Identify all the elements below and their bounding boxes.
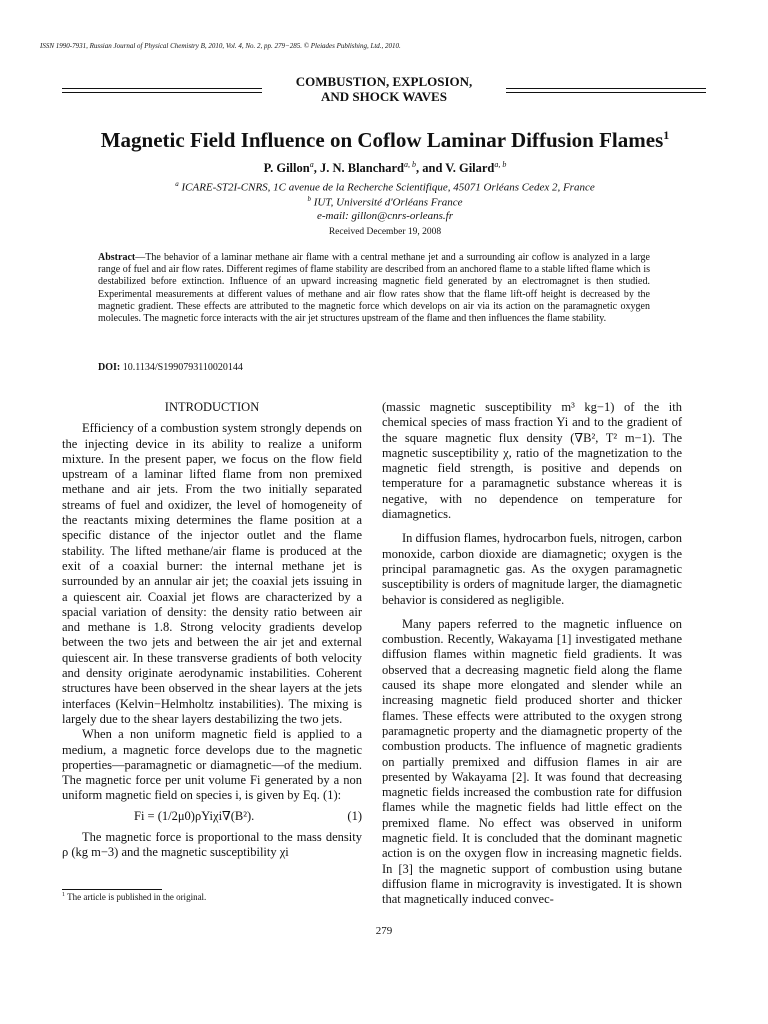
paragraph: When a non uniform magnetic field is applied to a medium, a magnetic force develops due to the magnetic properties—paramagnetic or diamagnetic—of the medium. The magnetic force per unit volume Fi generated by a non uniform magnetic field on species i, is given by Eq. (1): xyxy=(62,727,362,803)
paper-title-text: Magnetic Field Influence on Coflow Laminar Diffusion Flames xyxy=(100,128,664,152)
paragraph: Efficiency of a combustion system strongly depends on the injecting device in its ability to realize a uniform mixture. In the present paper, we focus on the flow field upstream of a laminar lifted flame from non premixed methane and air jets. From the two initially separated streams of fuel and oxidizer, the level of homogeneity of the reactants mixing determines the flame position at a specific distance of the injector outlet and the flame stability. The lifted methane/air flame is produced at the exit of a coaxial burner: the internal methane jet is surrounded by an annular air jet; the coaxial jets issuing in a quiescent air. Coaxial jet flows are characterized by a spacial variation of density: the density ratio between air and methane is 1.8. Strong velocity gradients develop between the two jets and between the air jet and external quiescent air. In these transverse gradients of both velocity and density originate aerodynamic instabilities. Coherent structures have been observed in the shear layers at the jets interfaces (Kelvin−Helmholtz instabilities). The mixing is largely due to the shear layers destabilizing the two jets. xyxy=(62,421,362,726)
doi-link[interactable]: 10.1134/S1990793110020144 xyxy=(122,362,243,373)
right-column xyxy=(382,400,682,908)
abstract-text: —The behavior of a laminar methane air flame with a central methane jet and a surrounding air coflow is analyzed in a large range of fuel and air flow rates. Different regimes of flame stability are described from an anchored flame to a stable lifted flame which is destabilized before extinction. Influence of an upward increasing magnetic field generated by an electromagnet is then studied. Experimental measurements at different values of methane and air flow rates show that the flame lift-off height is decreased by the magnetic gradient. These effects are attributed to the magnetic force which develops on air via its action on the paramagnetic oxygen molecules. The magnetic force interacts with the air jet structures upstream of the flame and then influences the flame stability. xyxy=(98,252,650,325)
affiliation-mark: a xyxy=(175,180,179,188)
affiliation-text: ICARE-ST2I-CNRS, 1C avenue de la Recherche Scientifique, 45071 Orléans Cedex 2, France xyxy=(181,181,595,194)
page-number: 279 xyxy=(375,925,393,937)
section-title xyxy=(262,74,506,104)
doi xyxy=(98,362,243,373)
author-list: P. Gillon$^a$, J. N. Blanchard$^{a, b}$, and V. Gilard$^{a, b}$ xyxy=(263,160,507,176)
journal-citation-line: ISSN 1990-7931, Russian Journal of Physical Chemistry B, 2010, Vol. 4, No. 2, pp. 279−285. © Pleiades Publishing, Ltd., 2010. xyxy=(40,42,401,50)
paragraph: Many papers referred to the magnetic influence on combustion. Recently, Wakayama [1] investigated methane diffusion flames within magnetic field gradients. It was observed that a decreasing magnetic field along the flame caused its shape more elongated and slender while an increasing magnetic field produced shorter and thicker flames. These effects were attributed to the oxygen strong paramagnetic property and the diamagnetic property of the combustion products. The influence of magnetic gradients on partially premixed and diffusion flames in air are presented by Wakayama [2]. It was found that decreasing magnetic fields increased the combustion rate for diffusion flames while the magnetic fields had little effect on the premixed flame. No effect was observed in uniform magnetic field. It is concluded that the dominant magnetic action is on the oxygen flow in increasing magnetic fields. In [3] the magnetic support of combustion using butane diffusion flame in microgravity is investigated. It is shown that magnetically induced convec- xyxy=(382,616,682,907)
paragraph: (massic magnetic susceptibility m³ kg−1) of the ith chemical species of mass fraction Yi and to the gradient of the square magnetic flux density (∇B², T² m−1). The magnetic susceptibility χ, ratio of the magnetization to the magnetic field strength, is positive and depends on temperature for a paramagnetic substance whereas it is negative, with no dependence on temperature for diamagnetics. xyxy=(382,400,682,522)
affiliation-text: IUT, Université d'Orléans France xyxy=(313,196,463,209)
footnote-rule xyxy=(62,889,162,890)
section-title-line-1: COMBUSTION, EXPLOSION, xyxy=(295,74,473,89)
affiliation-a xyxy=(40,180,730,194)
paper-title xyxy=(40,128,730,153)
section-heading xyxy=(62,74,706,106)
equation-text: Fi = (1/2μ0)ρYiχi∇(B²). xyxy=(134,808,255,823)
author-affiliation-mark: a, b xyxy=(404,160,416,169)
author-affiliation-mark: a, b xyxy=(494,160,507,169)
paragraph-gap xyxy=(382,522,682,531)
doi-label: DOI: xyxy=(98,362,121,373)
equation-1 xyxy=(62,807,362,827)
author-name: P. Gillon xyxy=(263,161,310,176)
author-name: and V. Gilard xyxy=(422,161,495,176)
paragraph-gap xyxy=(382,608,682,617)
abstract xyxy=(98,252,650,325)
footnote-mark: 1 xyxy=(62,892,65,898)
footnote-text: The article is published in the original. xyxy=(67,892,207,902)
equation-number: (1) xyxy=(347,808,362,823)
section-title-line-2: AND SHOCK WAVES xyxy=(321,89,447,104)
footnote xyxy=(62,892,362,902)
heading-rule-left xyxy=(62,88,262,93)
introduction-heading: INTRODUCTION xyxy=(164,400,260,414)
title-footnote-mark: 1 xyxy=(663,128,670,142)
affiliation-mark: b xyxy=(307,195,311,203)
author-email: e-mail: gillon@cnrs-orleans.fr xyxy=(317,210,453,222)
abstract-label: Abstract xyxy=(98,252,136,263)
paragraph: In diffusion flames, hydrocarbon fuels, nitrogen, carbon monoxide, carbon dioxide are diamagnetic; oxygen is the principal paramagnetic gas. As the oxygen paramagnetic susceptibility is orders of magnitude larger, the diamagnetic behavior is considered as negligible. xyxy=(382,531,682,607)
author-name: J. N. Blanchard xyxy=(319,161,404,176)
heading-rule-right xyxy=(506,88,706,93)
left-column xyxy=(62,400,362,860)
affiliation-b xyxy=(40,195,730,209)
author-affiliation-mark: a xyxy=(309,160,314,169)
received-date: Received December 19, 2008 xyxy=(328,227,442,237)
paragraph: The magnetic force is proportional to the mass density ρ (kg m−3) and the magnetic susceptibility χi xyxy=(62,829,362,860)
